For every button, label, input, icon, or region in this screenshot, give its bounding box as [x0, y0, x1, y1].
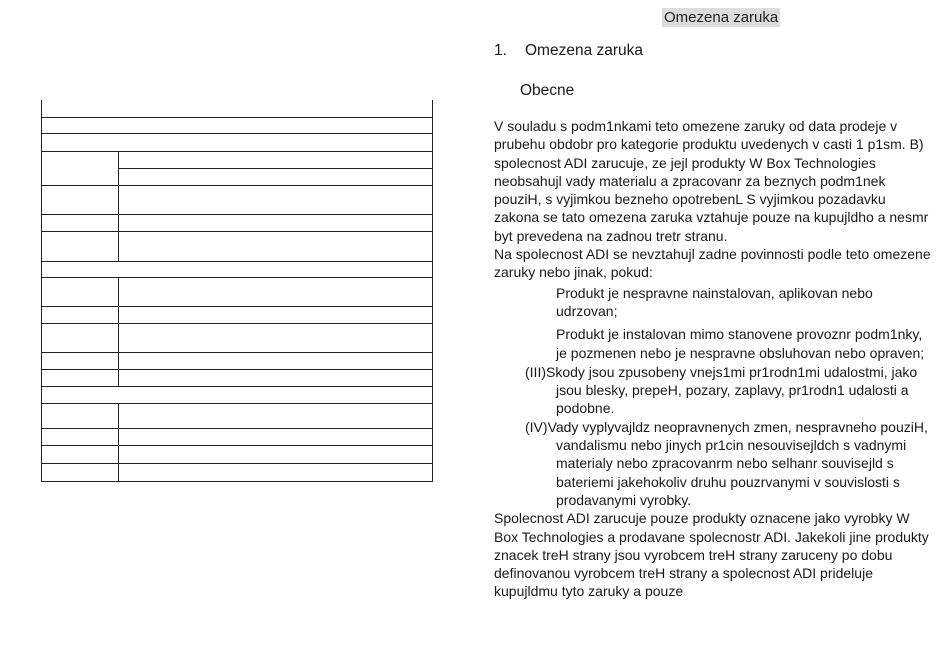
table-rule: [41, 261, 433, 262]
list-item: [494, 418, 934, 509]
table-rule: [41, 428, 433, 429]
table-rule: [41, 386, 433, 387]
table-rule: [41, 214, 433, 215]
table-border-right: [432, 100, 433, 482]
section-title: Omezena zaruka: [525, 42, 644, 59]
blank-form-table: [41, 100, 433, 482]
table-divider: [118, 151, 119, 214]
table-rule: [41, 277, 433, 278]
table-rule: [41, 481, 433, 482]
list-item-marker: (IV): [525, 418, 548, 435]
running-header: Omezena zaruka: [664, 9, 779, 26]
list-item: [494, 363, 934, 418]
table-border-left: [41, 100, 42, 482]
table-rule: [41, 352, 433, 353]
table-rule: [41, 369, 433, 370]
table-rule: [118, 168, 433, 169]
table-rule: [41, 117, 433, 118]
body-text: [494, 117, 934, 601]
paragraph-third-party: Spolecnost ADI zarucuje pouze produkty oznacene jako vyrobky W Box Technologies a prodavane spolecnostr ADI. Jakekoli jine produkty znacek treH strany jsou vyrobcem treH strany zaruceny po dobu definovanou vyrobcem treH strany a spolecnost ADI prideluje kupujldmu tyto zaruky a pouze: [494, 510, 929, 600]
table-rule: [41, 445, 433, 446]
list-item: [494, 325, 934, 362]
list-item-marker: (III): [525, 363, 546, 380]
table-divider: [118, 403, 119, 482]
table-rule: [41, 463, 433, 464]
table-divider: [118, 214, 119, 261]
table-rule: [41, 306, 433, 307]
list-item-text: Produkt je nespravne nainstalovan, aplikovan nebo udrzovan;: [556, 284, 873, 319]
table-rule: [41, 323, 433, 324]
table-rule: [41, 403, 433, 404]
table-divider: [118, 277, 119, 387]
table-rule: [41, 151, 433, 152]
list-item-text: Skody jsou zpusobeny vnejs1mi pr1rodn1mi udalostmi, jako jsou blesky, prepeH, pozary, zaplavy, pr1rodn1 udalosti a podobne.: [546, 363, 918, 417]
table-rule: [41, 185, 433, 186]
table-rule: [41, 231, 433, 232]
list-item-text: Vady vyplyvajldz neopravnenych zmen, nespravneho pouziH, vandalismu nebo jinych pr1cin nesouvisejldch s vadnymi materialy nebo zpracovanrm nebo selhanr souvisejld s bateriemi jakehokoliv druhu pouzrvanymi v souvislosti s prodavanymi vyrobky.: [547, 418, 928, 508]
list-item: [494, 284, 934, 321]
paragraph-intro: V souladu s podm1nkami teto omezene zaruky od data prodeje v prubehu obdobr pro kategorie produktu uvedenych v casti 1 p1sm. B) spolecnost ADI zarucuje, ze jejl produkty W Box Technologies neobsahujl vady materialu a zpracovanr za beznych podm1nek pouziH, s vyjimkou bezneho opotrebenL S vyjimkou pozadavku zakona se tato omezena zaruka vztahuje pouze na kupujldho a nesmr byt prevedena na zadnou tretr stranu.: [494, 118, 929, 244]
section-number: 1.: [494, 42, 507, 59]
subsection-heading: Obecne: [520, 82, 575, 99]
paragraph-conditions: Na spolecnost ADI se nevztahujl zadne povinnosti podle teto omezene zaruky nebo jinak, pokud:: [494, 246, 931, 281]
section-heading: [494, 42, 643, 60]
table-rule: [41, 133, 433, 134]
list-item-text: Produkt je instalovan mimo stanovene provoznr podm1nky, je pozmenen nebo je nespravne obsluhovan nebo opraven;: [556, 326, 925, 361]
